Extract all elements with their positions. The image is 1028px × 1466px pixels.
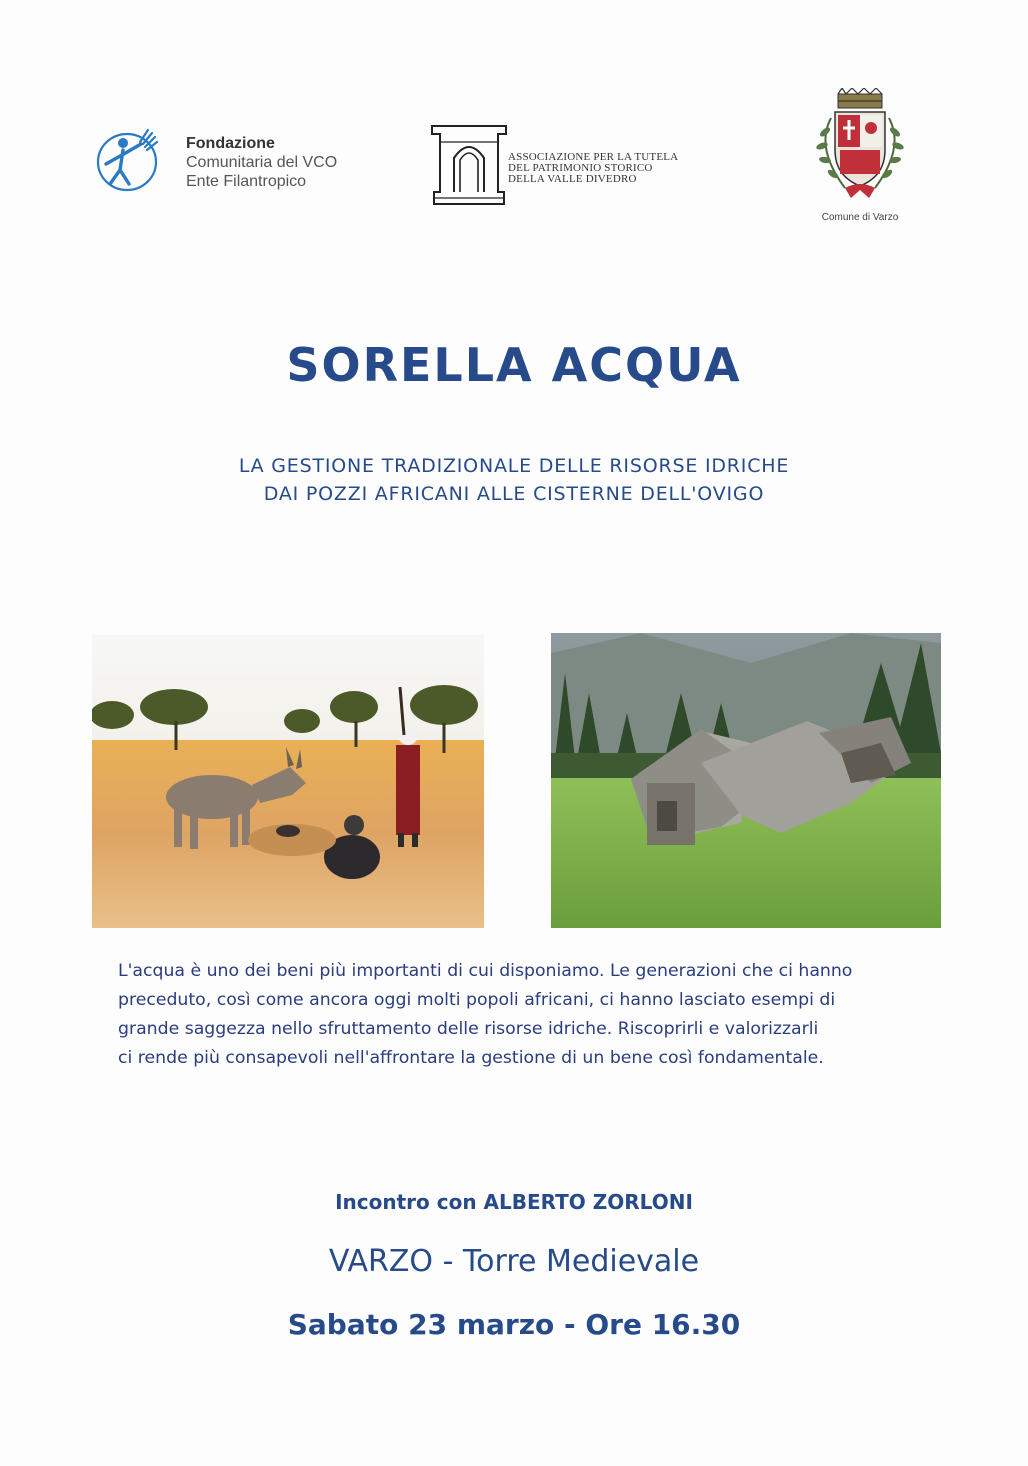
description-line-4: ci rende più consapevoli nell'affrontare la gestione di un bene così fondamentale. xyxy=(118,1048,824,1068)
fondazione-type: Ente Filantropico xyxy=(186,173,307,190)
event-place: VARZO - Torre Medievale xyxy=(328,1244,700,1279)
fondazione-name: Fondazione xyxy=(186,135,275,152)
meeting-speaker: Incontro con ALBERTO ZORLONI xyxy=(335,1190,693,1214)
associazione-logo xyxy=(430,122,710,210)
coat-of-arms-icon xyxy=(805,88,915,210)
fondazione-logo xyxy=(96,124,396,194)
page-subtitle xyxy=(0,452,1028,508)
subtitle-line-2: DAI POZZI AFRICANI ALLE CISTERNE DELL'OVIGO xyxy=(263,483,765,505)
photo-african-well xyxy=(92,635,484,928)
comune-caption: Comune di Varzo xyxy=(821,212,899,223)
tower-arch-icon xyxy=(430,122,510,210)
fondazione-emblem-icon xyxy=(96,124,176,194)
page-title: SORELLA ACQUA xyxy=(286,338,742,392)
event-datetime: Sabato 23 marzo - Ore 16.30 xyxy=(287,1308,741,1341)
description-line-3: grande saggezza nello sfruttamento delle risorse idriche. Riscoprirli e valorizzarli xyxy=(118,1019,819,1039)
comune-logo xyxy=(805,88,915,228)
description-line-1: L'acqua è uno dei beni più importanti di cui disponiamo. Le generazioni che ci hanno xyxy=(118,961,853,981)
associazione-line-1: ASSOCIAZIONE PER LA TUTELA xyxy=(508,151,679,163)
photo-alpine-cistern xyxy=(551,633,941,928)
description-paragraph xyxy=(118,957,938,1073)
fondazione-subtitle: Comunitaria del VCO xyxy=(186,154,338,171)
associazione-line-3: DELLA VALLE DIVEDRO xyxy=(508,173,637,185)
associazione-line-2: DEL PATRIMONIO STORICO xyxy=(508,162,653,174)
description-line-2: preceduto, così come ancora oggi molti popoli africani, ci hanno lasciato esempi di xyxy=(118,990,836,1010)
subtitle-line-1: LA GESTIONE TRADIZIONALE DELLE RISORSE IDRICHE xyxy=(238,455,790,477)
